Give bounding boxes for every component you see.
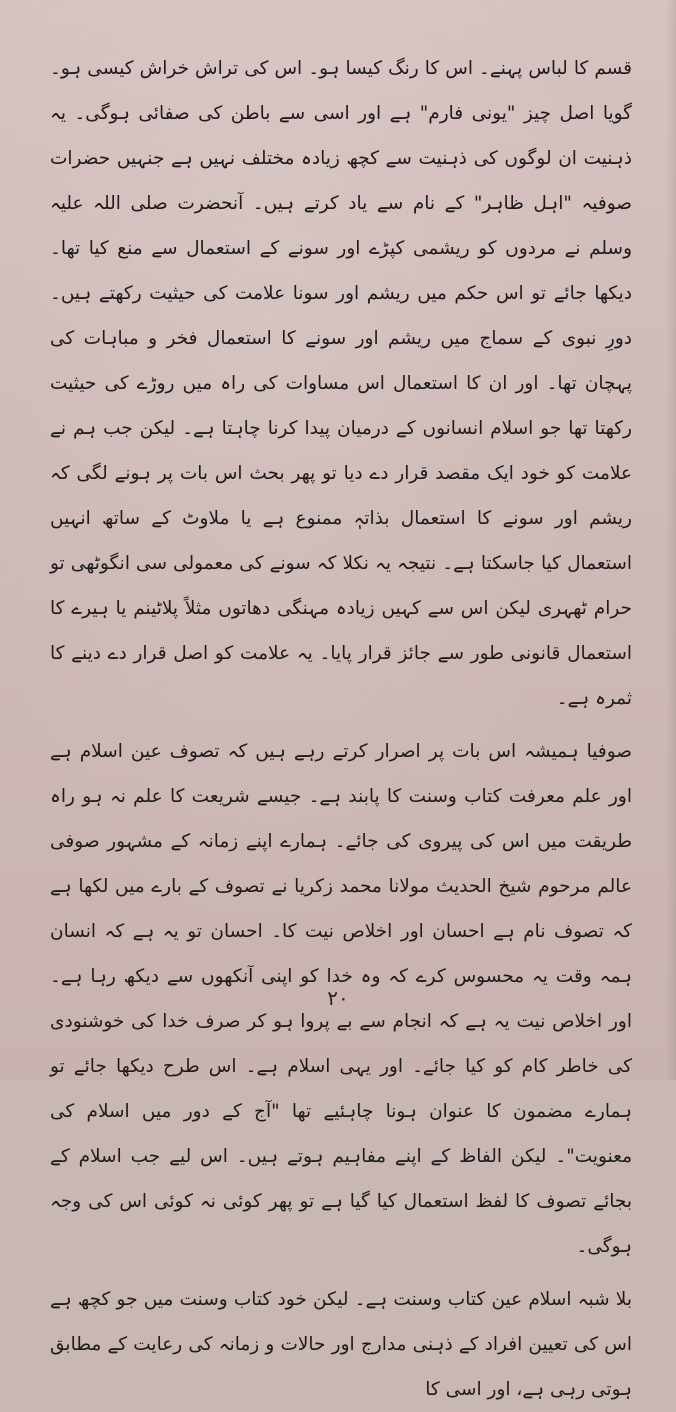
- page-number: ۲۰: [327, 986, 349, 1010]
- page-text: [50, 46, 632, 1412]
- paragraph-1: قسم کا لباس پہنے۔ اس کا رنگ کیسا ہو۔ اس کی تراش خراش کیسی ہو۔ گویا اصل چیز "یونی فارم" ہے اور اسی سے باطن کی صفائی ہوگی۔ یہ ذہنیت ان لوگوں کی ذہنیت سے کچھ زیادہ مختلف نہیں ہے جنہیں حضرات صوفیہ "اہل ظاہر" کے نام سے یاد کرتے ہیں۔ آنحضرت صلی اللہ علیہ وسلم نے مردوں کو ریشمی کپڑے اور سونے کے استعمال سے منع کیا تھا۔ دیکھا جائے تو اس حکم میں ریشم اور سونا علامت کی حیثیت رکھتے ہیں۔ دورِ نبوی کے سماج میں ریشم اور سونے کا استعمال فخر و مباہات کی پہچان تھا۔ اور ان کا استعمال اس مساوات کی راہ میں روڑے کی حیثیت رکھتا تھا جو اسلام انسانوں کے درمیان پیدا کرنا چاہتا ہے۔ لیکن جب ہم نے علامت کو خود ایک مقصد قرار دے دیا تو پھر بحث اس بات پر ہونے لگی کہ ریشم اور سونے کا استعمال بذاتہٖ ممنوع ہے یا ملاوٹ کے ساتھ انہیں استعمال کیا جاسکتا ہے۔ نتیجہ یہ نکلا کہ سونے کی معمولی سی انگوٹھی تو حرام ٹھہری لیکن اس سے کہیں زیادہ مہنگی دھاتوں مثلاً پلاٹینم یا ہیرے کا استعمال قانونی طور سے جائز قرار پایا۔ یہ علامت کو اصل قرار دے دینے کا ثمرہ ہے۔: [50, 58, 632, 709]
- page-edge-shadow: [666, 0, 676, 1080]
- paragraph-2: صوفیا ہمیشہ اس بات پر اصرار کرتے رہے ہیں کہ تصوف عین اسلام ہے اور علم معرفت کتاب وسنت کا پابند ہے۔ جیسے شریعت کا علم نہ ہو راہ طریقت میں اس کی پیروی کی جائے۔ ہمارے اپنے زمانہ کے مشہور صوفی عالم مرحوم شیخ الحدیث مولانا محمد زکریا نے تصوف کے بارے میں لکھا ہے کہ تصوف نام ہے احسان اور اخلاص نیت کا۔ احسان تو یہ ہے کہ انسان ہمہ وقت یہ محسوس کرے کہ وہ خدا کو اپنی آنکھوں سے دیکھ رہا ہے۔ اور اخلاص نیت یہ ہے کہ انجام سے بے پروا ہو کر صرف خدا کی خوشنودی کی خاطر کام کو کیا جائے۔ اور یہی اسلام ہے۔ اس طرح دیکھا جائے تو ہمارے مضمون کا عنوان ہونا چاہئیے تھا "آج کے دور میں اسلام کی معنویت"۔ لیکن الفاظ کے اپنے مفاہیم ہوتے ہیں۔ اس لیے جب اسلام کے بجائے تصوف کا لفظ استعمال کیا گیا ہے تو پھر کوئی نہ کوئی اس کی وجہ ہوگی۔: [50, 741, 632, 1257]
- paragraph-3: بلا شبہ اسلام عین کتاب وسنت ہے۔ لیکن خود کتاب وسنت میں جو کچھ ہے اس کی تعیین افراد کے ذہنی مدارج اور حالات و زمانہ کی رعایت کے مطابق ہوتی رہی ہے، اور اسی کا: [50, 1289, 632, 1400]
